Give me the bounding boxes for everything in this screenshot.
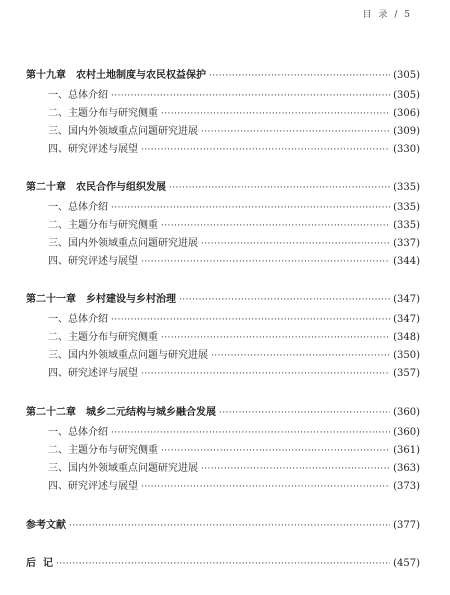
toc-section[interactable] — [0, 106, 450, 122]
dot-leader — [179, 292, 390, 308]
section-title: 一、总体介绍 — [48, 314, 108, 325]
toc-section[interactable] — [0, 218, 450, 234]
page-number: (309) — [393, 126, 420, 137]
dot-leader — [111, 200, 390, 216]
dot-leader — [209, 68, 390, 84]
toc-section[interactable] — [0, 366, 450, 382]
chapter-title: 参考文献 — [26, 520, 66, 531]
chapter-title: 第二十章 农民合作与组织发展 — [26, 182, 166, 193]
toc-section[interactable] — [0, 461, 450, 477]
section-title: 四、研究评述与展望 — [48, 144, 138, 155]
page-number: (360) — [393, 427, 420, 438]
section-title: 二、主题分布与研究侧重 — [48, 220, 158, 231]
toc-references[interactable] — [0, 518, 450, 534]
dot-leader — [141, 142, 390, 158]
page-number: (305) — [393, 90, 420, 101]
toc-chapter-21[interactable] — [0, 292, 450, 308]
section-title: 二、主题分布与研究侧重 — [48, 108, 158, 119]
chapter-title: 第二十一章 乡村建设与乡村治理 — [26, 294, 176, 305]
section-title: 三、国内外领域重点问题研究进展 — [48, 126, 198, 137]
dot-leader — [211, 348, 390, 364]
dot-leader — [111, 425, 390, 441]
dot-leader — [141, 254, 390, 270]
dot-leader — [111, 312, 390, 328]
section-title: 三、国内外领域重点问题研究进展 — [48, 238, 198, 249]
section-title: 四、研究评述与展望 — [48, 481, 138, 492]
page-number: (347) — [393, 314, 420, 325]
dot-leader — [56, 556, 390, 572]
dot-leader — [201, 461, 390, 477]
section-title: 二、主题分布与研究侧重 — [48, 445, 158, 456]
page-number: (335) — [393, 202, 420, 213]
toc-section[interactable] — [0, 312, 450, 328]
section-title: 二、主题分布与研究侧重 — [48, 332, 158, 343]
page-number: (363) — [393, 463, 420, 474]
toc-section[interactable] — [0, 142, 450, 158]
dot-leader — [201, 124, 390, 140]
section-title: 三、国内外领域重点问题与研究进展 — [48, 350, 208, 361]
dot-leader — [69, 518, 390, 534]
section-title: 四、研究述评与展望 — [48, 368, 138, 379]
dot-leader — [111, 88, 390, 104]
page-number: (457) — [393, 558, 420, 569]
page-number: (305) — [393, 70, 420, 81]
section-title: 三、国内外领域重点问题研究进展 — [48, 463, 198, 474]
page-number: (361) — [393, 445, 420, 456]
toc-section[interactable] — [0, 200, 450, 216]
toc-section[interactable] — [0, 236, 450, 252]
dot-leader — [161, 330, 390, 346]
toc-section[interactable] — [0, 348, 450, 364]
page-number: (347) — [393, 294, 420, 305]
toc-chapter-19[interactable] — [0, 68, 450, 84]
page-number: (330) — [393, 144, 420, 155]
toc-section[interactable] — [0, 330, 450, 346]
dot-leader — [141, 366, 390, 382]
dot-leader — [219, 405, 390, 421]
page-header: 目 录 / 5 — [362, 10, 412, 20]
dot-leader — [161, 106, 390, 122]
toc-chapter-22[interactable] — [0, 405, 450, 421]
toc-section[interactable] — [0, 254, 450, 270]
dot-leader — [201, 236, 390, 252]
chapter-title: 第二十二章 城乡二元结构与城乡融合发展 — [26, 407, 216, 418]
toc-section[interactable] — [0, 88, 450, 104]
toc-chapter-20[interactable] — [0, 180, 450, 196]
section-title: 四、研究评述与展望 — [48, 256, 138, 267]
dot-leader — [141, 479, 390, 495]
dot-leader — [161, 443, 390, 459]
page-number: (360) — [393, 407, 420, 418]
section-title: 一、总体介绍 — [48, 427, 108, 438]
page-number: (344) — [393, 256, 420, 267]
section-title: 一、总体介绍 — [48, 202, 108, 213]
toc-section[interactable] — [0, 443, 450, 459]
page-number: (377) — [393, 520, 420, 531]
toc-section[interactable] — [0, 479, 450, 495]
chapter-title: 第十九章 农村土地制度与农民权益保护 — [26, 70, 206, 81]
toc-section[interactable] — [0, 425, 450, 441]
page-number: (357) — [393, 368, 420, 379]
dot-leader — [169, 180, 390, 196]
page-number: (335) — [393, 182, 420, 193]
page-number: (350) — [393, 350, 420, 361]
toc-postscript[interactable] — [0, 556, 450, 572]
page-number: (373) — [393, 481, 420, 492]
chapter-title: 后 记 — [26, 558, 53, 569]
dot-leader — [161, 218, 390, 234]
section-title: 一、总体介绍 — [48, 90, 108, 101]
page-number: (337) — [393, 238, 420, 249]
page-number: (306) — [393, 108, 420, 119]
toc-section[interactable] — [0, 124, 450, 140]
page-number: (348) — [393, 332, 420, 343]
page-number: (335) — [393, 220, 420, 231]
